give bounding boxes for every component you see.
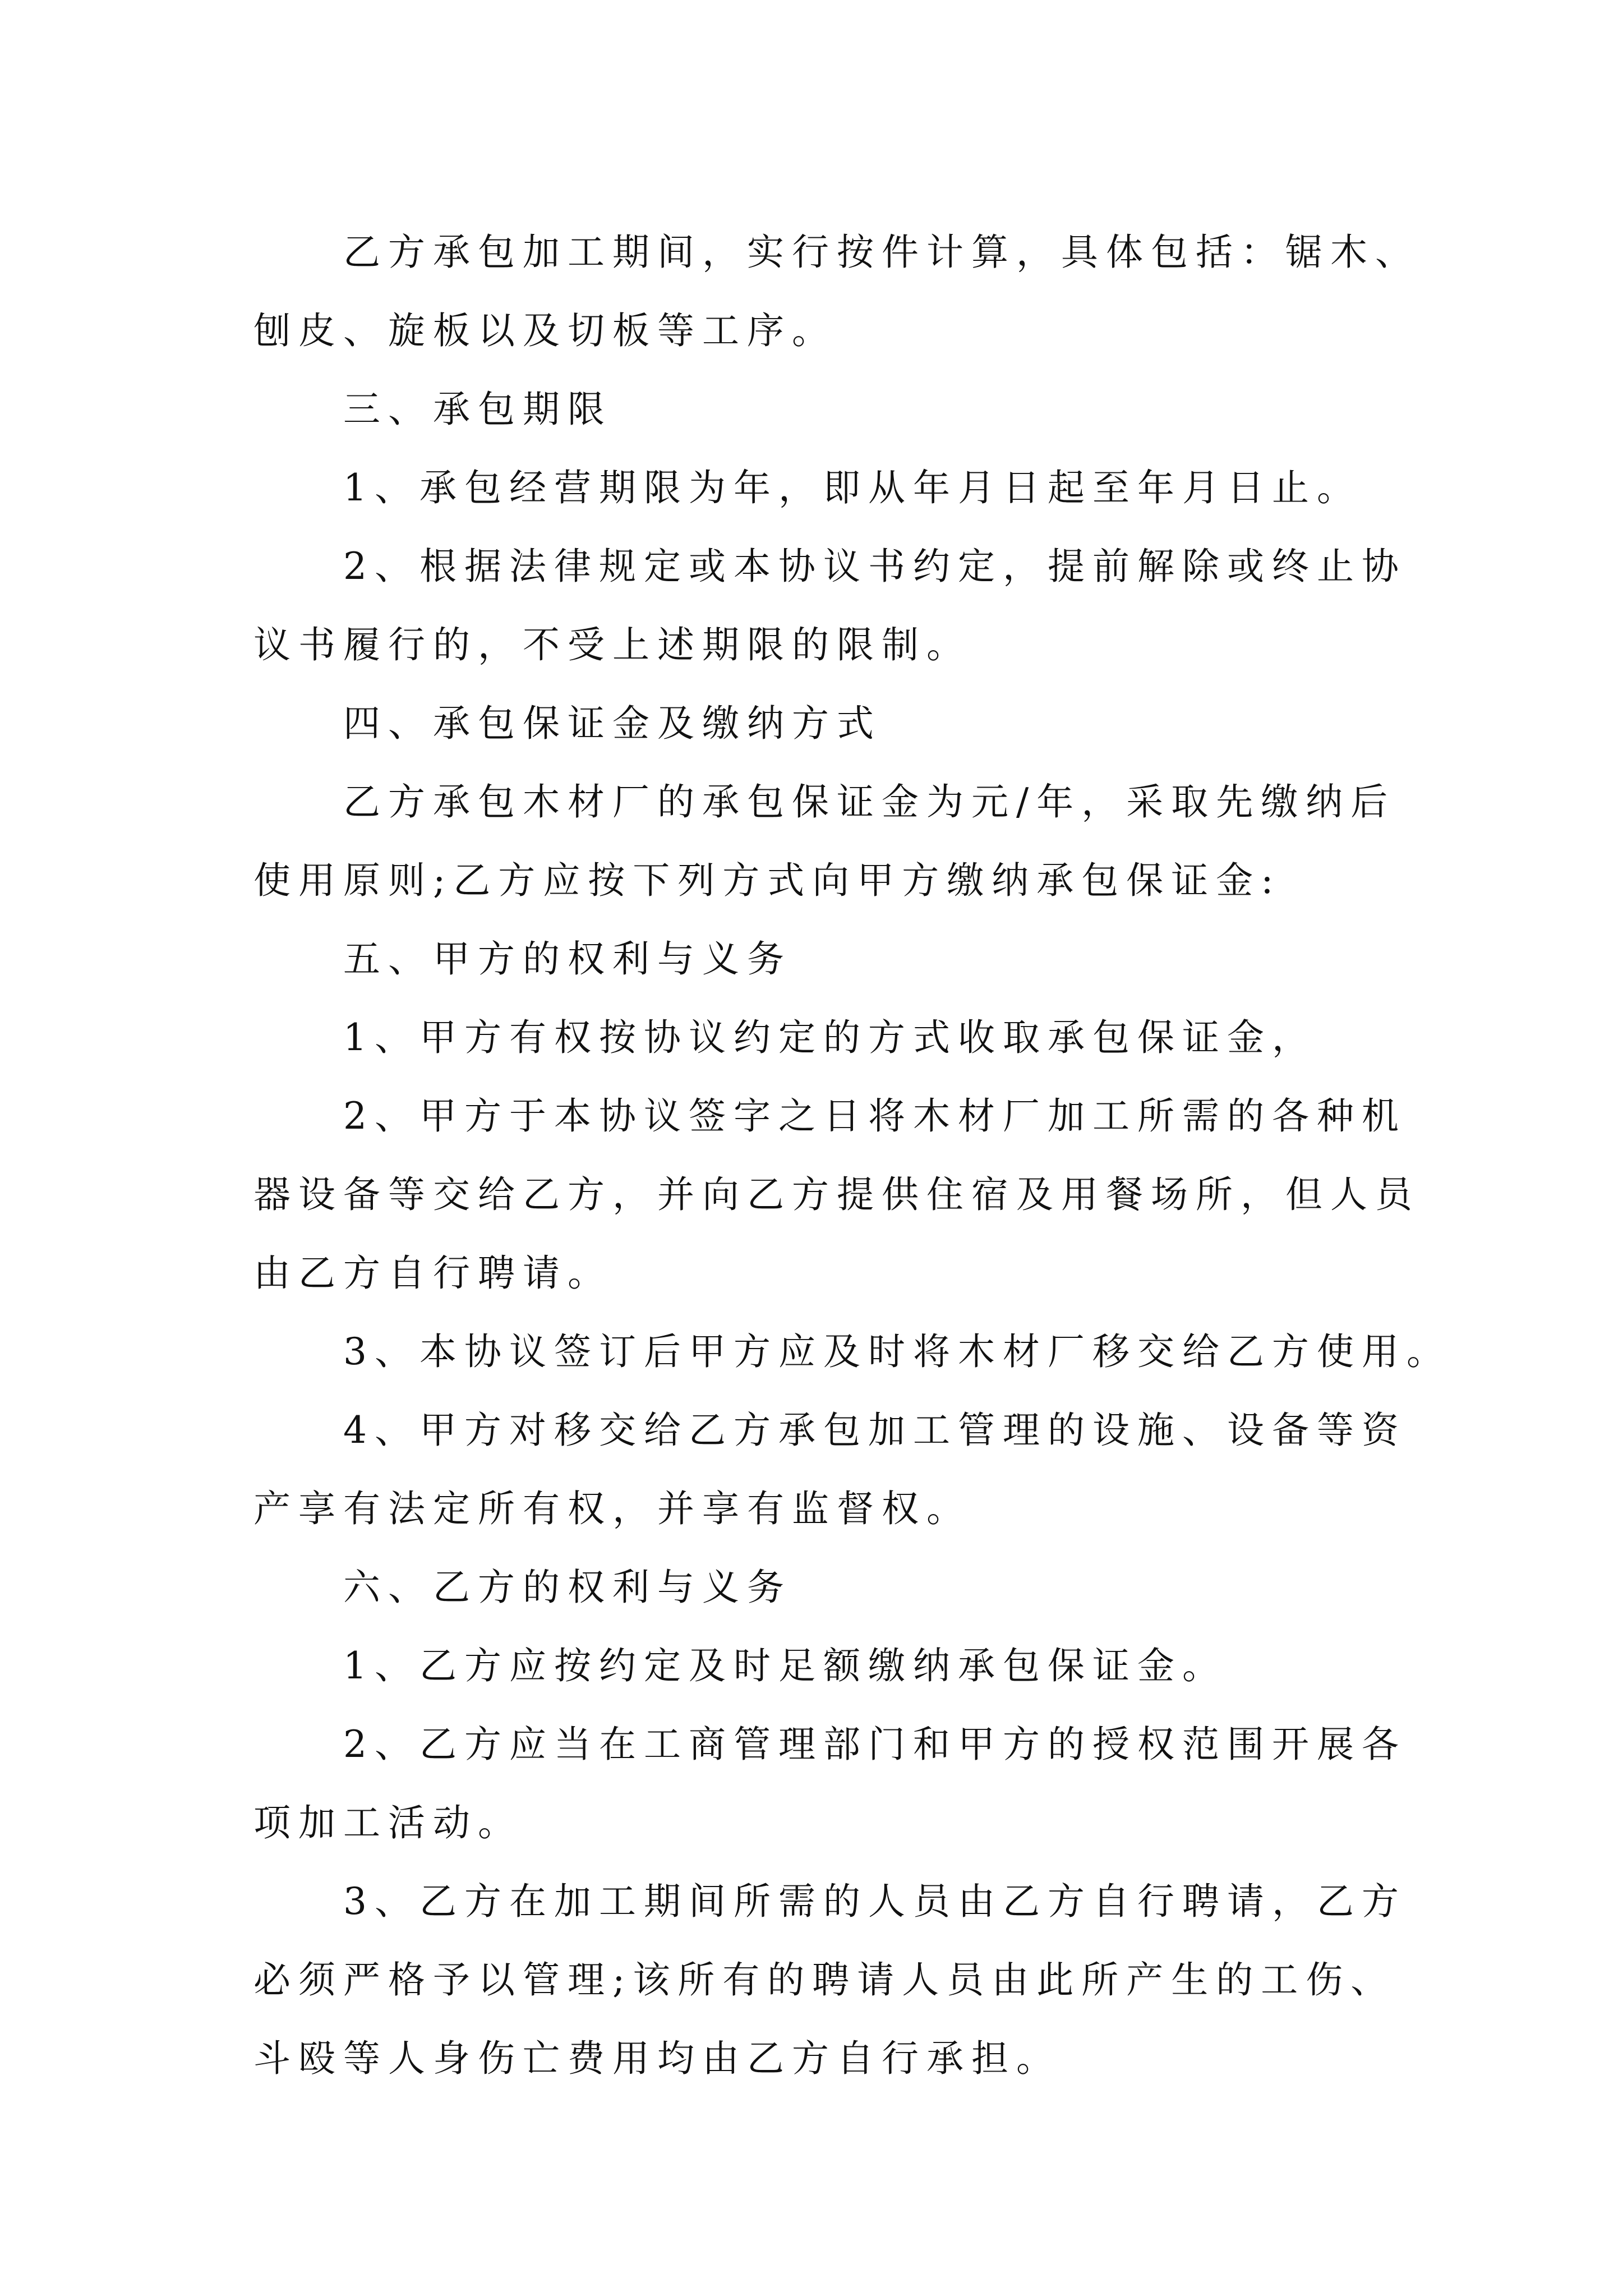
section-heading: 六、乙方的权利与义务	[343, 1566, 792, 1609]
section-heading: 五、甲方的权利与义务	[343, 937, 792, 981]
paragraph-line: 刨皮、旋板以及切板等工序。	[253, 309, 837, 352]
paragraph-line: 2、甲方于本协议签字之日将木材厂加工所需的各种机	[343, 1094, 1407, 1138]
paragraph-line: 1、承包经营期限为年，即从年月日起至年月日止。	[343, 466, 1362, 509]
paragraph-line: 议书履行的，不受上述期限的限制。	[253, 623, 971, 666]
paragraph-line: 乙方承包木材厂的承包保证金为元/年，采取先缴纳后	[343, 780, 1396, 823]
paragraph-line: 必须严格予以管理;该所有的聘请人员由此所产生的工伤、	[253, 1958, 1396, 2001]
paragraph-line: 4、甲方对移交给乙方承包加工管理的设施、设备等资	[343, 1409, 1407, 1452]
paragraph-line: 使用原则;乙方应按下列方式向甲方缴纳承包保证金:	[253, 859, 1281, 902]
paragraph-line: 斗殴等人身伤亡费用均由乙方自行承担。	[253, 2037, 1061, 2080]
paragraph-line: 3、本协议签订后甲方应及时将木材厂移交给乙方使用。	[343, 1330, 1451, 1373]
section-heading: 四、承包保证金及缴纳方式	[343, 702, 882, 745]
paragraph-line: 产享有法定所有权，并享有监督权。	[253, 1487, 971, 1530]
paragraph-line: 1、乙方应按约定及时足额缴纳承包保证金。	[343, 1644, 1227, 1687]
section-heading: 三、承包期限	[343, 388, 612, 431]
paragraph-line: 乙方承包加工期间，实行按件计算，具体包括：锯木、	[343, 231, 1420, 274]
paragraph-line: 2、根据法律规定或本协议书约定，提前解除或终止协	[343, 545, 1407, 588]
paragraph-line: 器设备等交给乙方，并向乙方提供住宿及用餐场所，但人员	[253, 1173, 1420, 1216]
paragraph-line: 项加工活动。	[253, 1801, 523, 1844]
document-body	[253, 213, 1599, 2098]
paragraph-line: 由乙方自行聘请。	[253, 1251, 612, 1295]
paragraph-line: 2、乙方应当在工商管理部门和甲方的授权范围开展各	[343, 1723, 1407, 1766]
paragraph-line: 3、乙方在加工期间所需的人员由乙方自行聘请，乙方	[343, 1880, 1407, 1923]
paragraph-line: 1、甲方有权按协议约定的方式收取承包保证金，	[343, 1016, 1317, 1059]
